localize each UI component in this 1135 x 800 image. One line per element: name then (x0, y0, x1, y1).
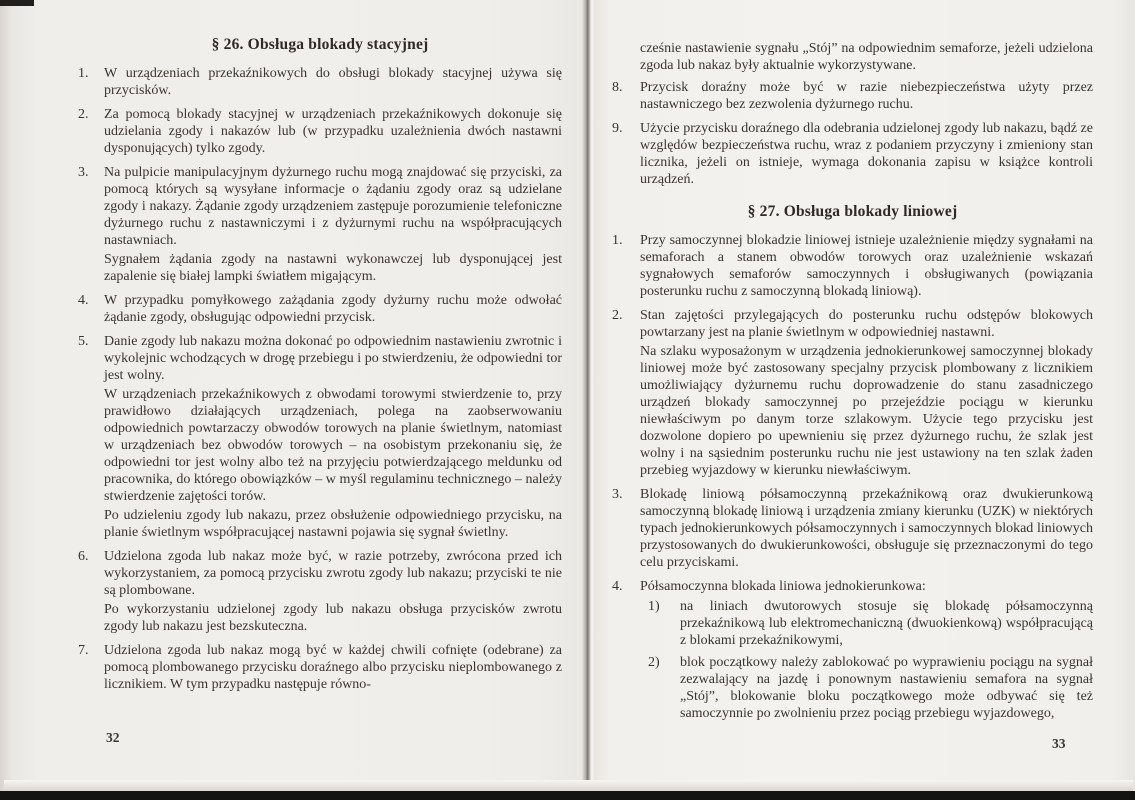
item-text (104, 548, 562, 637)
paragraph: Blokadę liniową półsamoczynną przekaźnikową oraz dwukierunkową samoczynną blokadę liniową i urządzenia zmiany kierunku (UZK) w niektórych typach jednokierunkowych półsamoczynnych i samoczynnych blokad liniowych przystosowanych do dwukierunkowości, obsługuje się przeznaczonymi do tego celu przyciskami. (640, 487, 1093, 570)
item-text (640, 79, 1093, 115)
paragraph: Po wykorzystaniu udzielonej zgody lub nakazu obsługa przycisków zwrotu zgody lub nakazu jest bezskuteczna. (104, 602, 562, 634)
item-text (104, 333, 562, 543)
paragraph: blok początkowy należy zablokować po wyprawieniu pociągu na sygnał zezwalający na jazdę i ponownym nastawieniu semafora na sygnał „Stój”, blokowanie bloku początkowego może odbywać się też samoczynnie po zwolnieniu przez pociąg przebiegu wyjazdowego, (680, 655, 1093, 721)
right-page-items-top (612, 79, 1093, 190)
item-text (680, 654, 1093, 724)
item-number: 2) (648, 655, 660, 670)
paragraph: Za pomocą blokady stacyjnej w urządzeniach przekaźnikowych dokonuje się udzielania zgody i nakazów lub (w przypadku uzależnienia dwóch nastawni dysponujących) tylko zgody. (104, 107, 562, 156)
item-text (104, 106, 562, 159)
right-page-body-top (612, 40, 1093, 190)
item-number: 4. (612, 579, 623, 594)
item-text (640, 232, 1093, 302)
paragraph: na liniach dwutorowych stosuje się blokadę półsamoczynną przekaźnikową lub elektromechaniczną (dwuokienkową) współpracującą z blokami przekaźnikowymi, (680, 599, 1093, 648)
list-item (78, 642, 562, 695)
list-item (78, 548, 562, 637)
item-text (640, 486, 1093, 573)
item-number: 1. (78, 66, 89, 81)
list-item (612, 79, 1093, 115)
item-text (104, 642, 562, 695)
item-text (104, 292, 562, 328)
item-text (680, 598, 1093, 651)
paragraph: Sygnałem żądania zgody na nastawni wykonawczej lub dysponującej jest zapalenie się białej lampki światłem migającym. (104, 252, 562, 284)
list-item (648, 598, 1093, 651)
item-text (640, 120, 1093, 190)
paragraph: Na szlaku wyposażonym w urządzenia jednokierunkowej samoczynnej blokady liniowej może być zastosowany specjalny przycisk plombowany z licznikiem umożliwiający dyżurnemu ruchu doprowadzenie do stanu zasadniczego urządzeń blokady samoczynnej po przejeździe pociągu w kierunku niewłaściwym po danym torze szlakowym. Użycie tego przycisku jest dozwolone dopiero po upewnieniu się przez dyżurnego ruchu, że szlak jest wolny i na sąsiednim posterunku ruchu nie jest ustawiony na ten szlak żaden przebieg wyjazdowy w kierunku niewłaściwym. (640, 344, 1093, 478)
paragraph: Danie zgody lub nakazu można dokonać po odpowiednim nastawieniu zwrotnic i wykolejnic wchodzących w drogę przebiegu i po stwierdzeniu, że odpowiedni tor jest wolny. (104, 334, 562, 383)
item-number: 5. (78, 334, 89, 349)
item-text (640, 578, 1093, 724)
paragraph: Udzielona zgoda lub nakaz mogą być w każdej chwili cofnięte (odebrane) za pomocą plombowanego przycisku doraźnego albo przycisku nieplombowanego z licznikiem. W tym przypadku następuje równo- (104, 643, 562, 692)
list-item (78, 106, 562, 159)
paragraph: Na pulpicie manipulacyjnym dyżurnego ruchu mogą znajdować się przyciski, za pomocą których są wysyłane informacje o żądaniu zgody oraz są udzielane zgody i nakazy. Żądanie zgody urządzeniem zastępuje porozumienie telefoniczne dyżurnego ruchu z nastawniczymi i z dyżurnymi ruchu na współpracujących nastawniach. (104, 165, 562, 248)
list-item (612, 307, 1093, 481)
page-number-left: 32 (106, 730, 120, 745)
item-number: 6. (78, 549, 89, 564)
list-item (648, 654, 1093, 724)
list-item (612, 578, 1093, 724)
list-item (78, 65, 562, 101)
list-item (612, 120, 1093, 190)
paragraph: Półsamoczynna blokada liniowa jednokierunkowa: (640, 579, 926, 594)
list-item (612, 486, 1093, 573)
paragraph: Stan zajętości przylegających do posterunku ruchu odstępów blokowych powtarzany jest na planie świetlnym w odpowiedniej nastawni. (640, 308, 1093, 340)
right-page-body (612, 232, 1093, 724)
item-number: 9. (612, 121, 623, 136)
paragraph: Przycisk doraźny może być w razie niebezpieczeństwa użyty przez nastawniczego bez zezwolenia dyżurnego ruchu. (640, 80, 1093, 112)
paragraph: Udzielona zgoda lub nakaz może być, w razie potrzeby, zwrócona przed ich wykorzystaniem, za pomocą przycisku zwrotu zgody lub nakazu; przyciski te nie są plombowane. (104, 549, 562, 598)
item-number: 4. (78, 293, 89, 308)
item-number: 3. (612, 487, 623, 502)
item-text (104, 164, 562, 287)
left-page-body (78, 65, 562, 695)
paragraph: W urządzeniach przekaźnikowych z obwodami torowymi stwierdzenie to, przy prawidłowo działających urządzeniach, polega na zaobserwowaniu odpowiednich powtarzaczy obwodów torowych na planie świetlnym, natomiast w urządzeniach bez obwodów torowych – na osobistym przekonaniu się, że odpowiedni tor jest wolny albo też na przyjęciu potwierdzającego meldunku od pracownika, do którego obowiązków – w myśl regulaminu technicznego – należy stwierdzenie zajętości torów. (104, 387, 562, 504)
item-text (104, 65, 562, 101)
paragraph: W przypadku pomyłkowego zażądania zgody dyżurny ruchu może odwołać żądanie zgody, obsługując odpowiedni przycisk. (104, 293, 562, 325)
item-number: 7. (78, 643, 89, 658)
item-text (640, 307, 1093, 481)
page-right (594, 0, 1135, 791)
list-item (612, 232, 1093, 302)
paragraph: Przy samoczynnej blokadzie liniowej istnieje uzależnienie między sygnałami na semaforach a stanem obwodów torowych oraz uzależnienie wskazań sygnałowych semaforów samoczynnych i obsługiwanych (powiązania posterunku ruchu z samoczynną blokadą liniową). (640, 233, 1093, 299)
continuation-paragraph: cześnie nastawienie sygnału „Stój” na odpowiednim semaforze, jeżeli udzielona zgoda lub nakaz były aktualnie wykorzystywane. (640, 41, 1093, 73)
list-item (78, 164, 562, 287)
item-number: 1. (612, 233, 623, 248)
item-number: 2. (612, 308, 623, 323)
paragraph: Użycie przycisku doraźnego dla odebrania udzielonej zgody lub nakazu, bądź ze względów bezpieczeństwa ruchu, wraz z podaniem przyczyny i zmieniony stan licznika, jeżeli on istnieje, wymaga dokonania zapisu w książce kontroli urządzeń. (640, 121, 1093, 187)
item-number: 2. (78, 107, 89, 122)
paragraph: Po udzieleniu zgody lub nakazu, przez obsłużenie odpowiedniego przycisku, na planie świetlnym współpracującej nastawni pojawia się sygnał świetlny. (104, 508, 562, 540)
book-gutter (582, 0, 594, 791)
scan-corner-shadow (0, 0, 34, 6)
page-number-right: 33 (1052, 736, 1066, 751)
item-number: 8. (612, 80, 623, 95)
item-number: 3. (78, 165, 89, 180)
paragraph: W urządzeniach przekaźnikowych do obsługi blokady stacyjnej używa się przycisków. (104, 66, 562, 98)
list-item (78, 333, 562, 543)
section-heading-27: § 27. Obsługa blokady liniowej (747, 203, 958, 220)
book-page-edges (4, 780, 1133, 791)
list-item (78, 292, 562, 328)
item-number: 1) (648, 599, 660, 614)
section-heading-26: § 26. Obsługa blokady stacyjnej (211, 36, 429, 53)
